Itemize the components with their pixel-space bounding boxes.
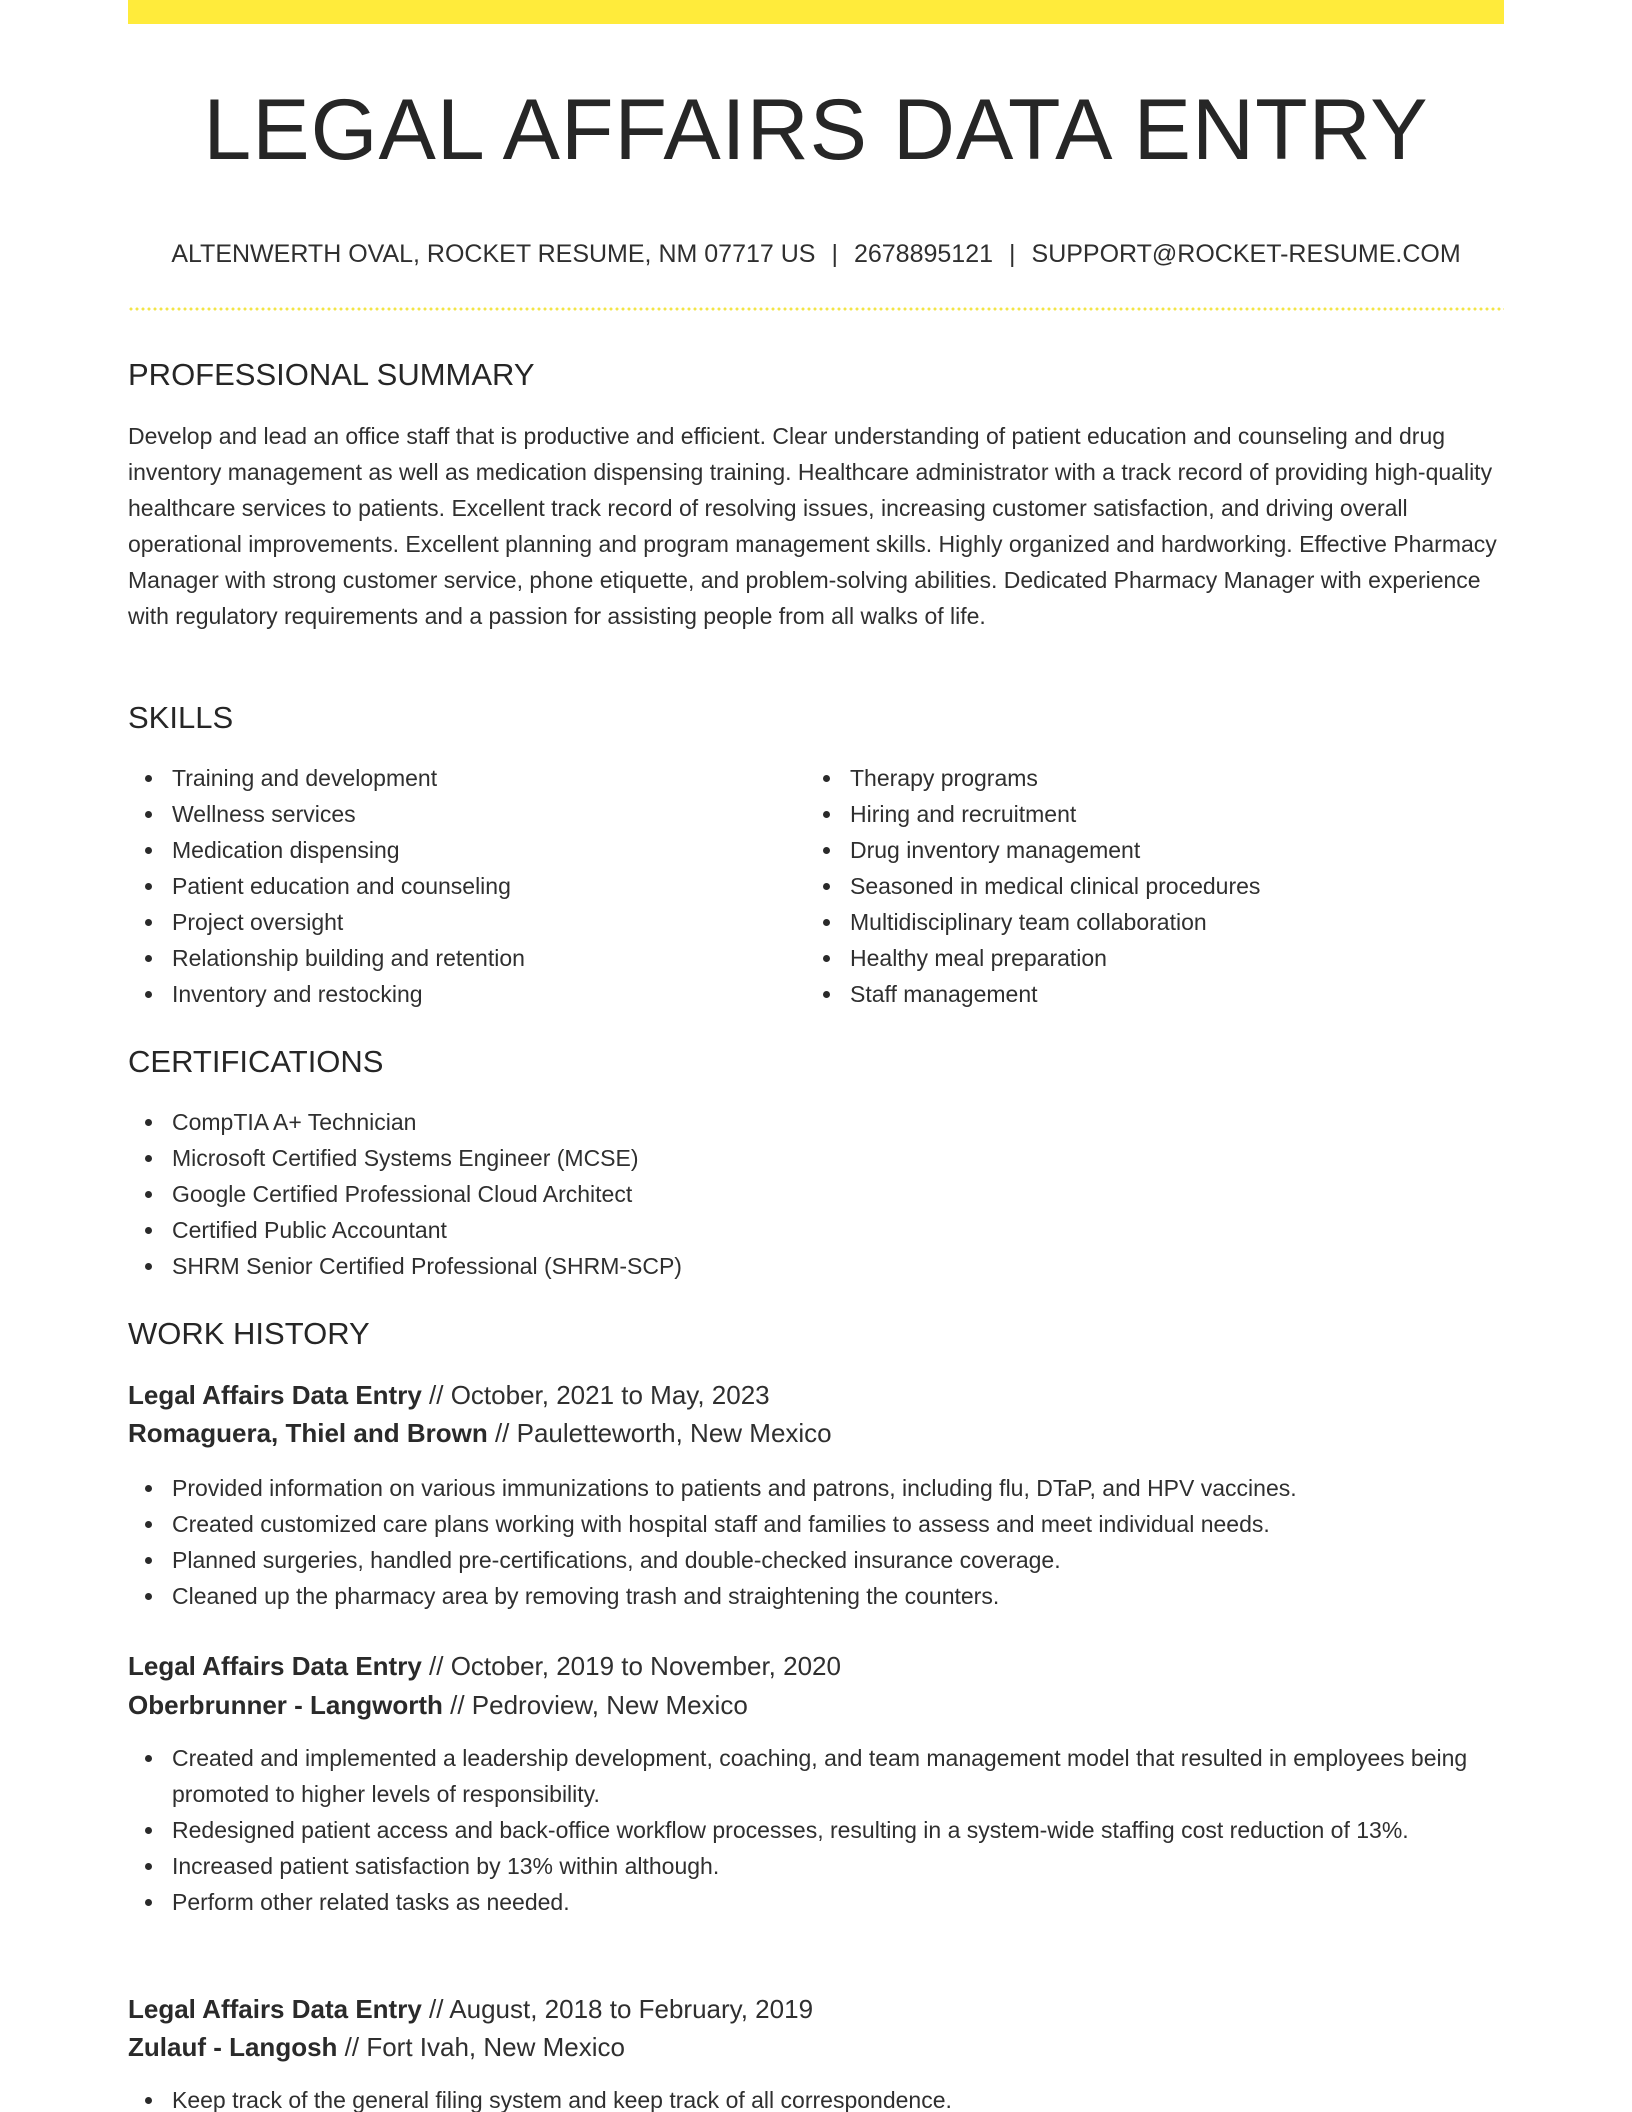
job-role: Legal Affairs Data Entry [128, 1380, 422, 1410]
skill-item: Relationship building and retention [128, 940, 768, 976]
certification-item: Google Certified Professional Cloud Architect [128, 1176, 1504, 1212]
job-bullet: Planned surgeries, handled pre-certifications, and double-checked insurance coverage. [128, 1542, 1504, 1578]
job-company: Zulauf - Langosh [128, 2032, 338, 2062]
job-company-line [128, 2028, 625, 2066]
job-bullets [128, 1470, 1504, 1614]
job-bullet: Perform other related tasks as needed. [128, 1884, 1504, 1920]
skill-item: Staff management [806, 976, 1504, 1012]
job-dates: // October, 2019 to November, 2020 [429, 1651, 841, 1681]
job-location: // Pauletteworth, New Mexico [494, 1418, 832, 1448]
certifications-list [128, 1104, 1504, 1284]
section-title-certifications: CERTIFICATIONS [128, 1044, 384, 1079]
job-bullet: Increased patient satisfaction by 13% within although. [128, 1848, 1504, 1884]
job-bullets [128, 1740, 1504, 1920]
skill-item: Wellness services [128, 796, 768, 832]
job-role: Legal Affairs Data Entry [128, 1994, 422, 2024]
skill-item: Project oversight [128, 904, 768, 940]
job-location: // Fort Ivah, New Mexico [344, 2032, 625, 2062]
section-title-work-history: WORK HISTORY [128, 1316, 370, 1351]
contact-email: SUPPORT@ROCKET-RESUME.COM [1031, 240, 1461, 268]
job-bullet: Keep track of the general filing system and keep track of all correspondence. [128, 2082, 1504, 2112]
skill-item: Healthy meal preparation [806, 940, 1504, 976]
job-bullet: Created customized care plans working with hospital staff and families to assess and meet individual needs. [128, 1506, 1504, 1542]
section-title-summary: PROFESSIONAL SUMMARY [128, 357, 535, 392]
job-title-line [128, 1990, 813, 2028]
job-dates: // August, 2018 to February, 2019 [429, 1994, 814, 2024]
contact-separator: | [1009, 240, 1016, 268]
skill-item: Seasoned in medical clinical procedures [806, 868, 1504, 904]
skill-item: Training and development [128, 760, 768, 796]
job-title-line [128, 1647, 841, 1685]
job-bullet: Redesigned patient access and back-office workflow processes, resulting in a system-wide staffing cost reduction of 13%. [128, 1812, 1504, 1848]
skill-item: Therapy programs [806, 760, 1504, 796]
certification-item: Certified Public Accountant [128, 1212, 1504, 1248]
skill-item: Drug inventory management [806, 832, 1504, 868]
contact-address: ALTENWERTH OVAL, ROCKET RESUME, NM 07717 US [171, 240, 816, 268]
dotted-divider [128, 307, 1504, 311]
job-dates: // October, 2021 to May, 2023 [429, 1380, 770, 1410]
job-location: // Pedroview, New Mexico [450, 1690, 748, 1720]
job-bullet: Created and implemented a leadership development, coaching, and team management model that resulted in employees being promoted to higher levels of responsibility. [128, 1740, 1504, 1812]
job-bullet: Provided information on various immunizations to patients and patrons, including flu, DTaP, and HPV vaccines. [128, 1470, 1504, 1506]
resume-name: LEGAL AFFAIRS DATA ENTRY [203, 82, 1429, 178]
job-bullet: Cleaned up the pharmacy area by removing trash and straightening the counters. [128, 1578, 1504, 1614]
skill-item: Patient education and counseling [128, 868, 768, 904]
skill-item: Multidisciplinary team collaboration [806, 904, 1504, 940]
certification-item: SHRM Senior Certified Professional (SHRM-SCP) [128, 1248, 1504, 1284]
section-title-skills: SKILLS [128, 700, 234, 735]
job-company-line [128, 1686, 748, 1724]
skill-item: Inventory and restocking [128, 976, 768, 1012]
job-title-line [128, 1376, 770, 1414]
job-role: Legal Affairs Data Entry [128, 1651, 422, 1681]
certification-item: CompTIA A+ Technician [128, 1104, 1504, 1140]
contact-line [128, 236, 1504, 272]
job-company: Oberbrunner - Langworth [128, 1690, 443, 1720]
summary-text: Develop and lead an office staff that is productive and efficient. Clear understanding of patient education and counseling and drug inventory management as well as medication dispensing training. Healthcare administrator with a track record of providing high-quality healthcare services to patients. Excellent track record of resolving issues, increasing customer satisfaction, and driving overall operational improvements. Excellent planning and program management skills. Highly organized and hardworking. Effective Pharmacy Manager with strong customer service, phone etiquette, and problem-solving abilities. Dedicated Pharmacy Manager with experience with regulatory requirements and a passion for assisting people from all walks of life. [128, 423, 1497, 629]
job-bullets [128, 2082, 1504, 2112]
resume-page [128, 0, 1504, 2112]
contact-phone: 2678895121 [853, 240, 994, 268]
skill-item: Hiring and recruitment [806, 796, 1504, 832]
contact-separator: | [831, 240, 838, 268]
certification-item: Microsoft Certified Systems Engineer (MCSE) [128, 1140, 1504, 1176]
skills-list-right [806, 760, 1504, 1012]
skills-list-left [128, 760, 768, 1012]
job-company-line [128, 1414, 832, 1452]
top-accent-bar [128, 0, 1504, 24]
job-company: Romaguera, Thiel and Brown [128, 1418, 488, 1448]
skill-item: Medication dispensing [128, 832, 768, 868]
